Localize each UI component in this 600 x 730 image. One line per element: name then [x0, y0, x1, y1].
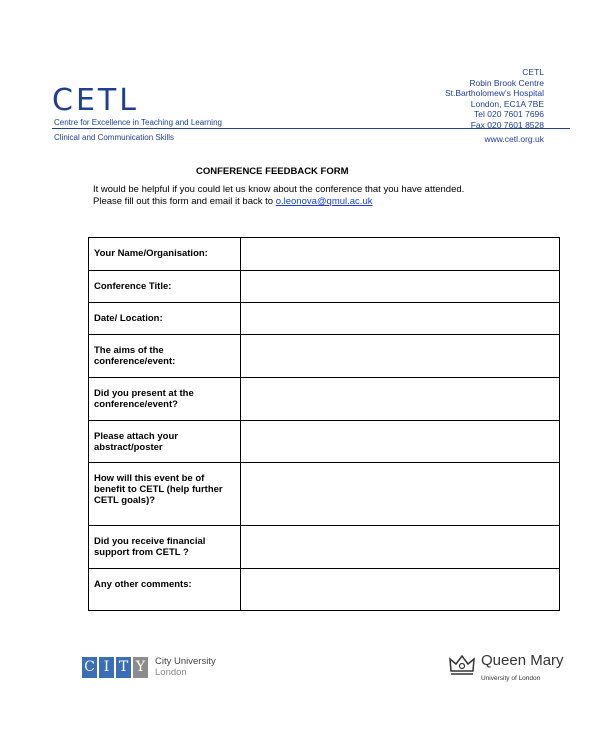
- city-sub: London: [155, 666, 187, 678]
- qm-sub: University of London: [481, 675, 541, 682]
- table-row: [89, 421, 560, 463]
- address-line: CETL: [522, 67, 544, 77]
- city-letter: Y: [133, 657, 148, 678]
- answer-field-benefit[interactable]: [240, 463, 559, 526]
- field-label: How will this event be of benefit to CETL (help further CETL goals)?: [89, 463, 241, 526]
- answer-field-aims[interactable]: [240, 335, 559, 378]
- field-label: Date/ Location:: [89, 303, 241, 335]
- field-label: Did you receive financial support from CETL ?: [89, 526, 241, 569]
- city-letter: T: [116, 657, 131, 678]
- address-block: [445, 67, 544, 130]
- table-row: [89, 335, 560, 378]
- email-link[interactable]: o.leonova@qmul.ac.uk: [275, 196, 373, 207]
- city-text: [155, 657, 216, 678]
- field-label: The aims of the conference/event:: [89, 335, 241, 378]
- city-name: City University: [155, 656, 216, 667]
- form-intro: [93, 184, 464, 208]
- logo-subtitle: Centre for Excellence in Teaching and Learning: [54, 118, 222, 127]
- answer-field-abstract[interactable]: [240, 421, 559, 463]
- intro-line-2-text: Please fill out this form and email it back to: [93, 196, 276, 207]
- table-row: [89, 238, 560, 271]
- cetl-logo: [52, 83, 139, 118]
- address-line: Robin Brook Centre: [469, 77, 544, 88]
- city-university-logo: [82, 657, 216, 678]
- table-row: [89, 569, 560, 611]
- address-line: Tel 020 7601 7696: [474, 109, 544, 119]
- field-label: Please attach your abstract/poster: [89, 421, 241, 463]
- city-letter: C: [82, 657, 97, 678]
- intro-line-2: [93, 196, 464, 208]
- address-line: St.Bartholomew’s Hospital: [444, 88, 544, 98]
- logo-wordmark: CETL: [52, 83, 139, 118]
- field-label: Conference Title:: [89, 271, 241, 303]
- field-label: Your Name/Organisation:: [89, 238, 241, 271]
- feedback-table: [88, 237, 560, 611]
- queen-mary-logo: [447, 653, 564, 682]
- website-link[interactable]: www.cetl.org.uk: [484, 134, 544, 144]
- qm-name: Queen Mary: [481, 652, 564, 669]
- intro-line-1: It would be helpful if you could let us know about the conference that you have attended.: [93, 184, 465, 195]
- answer-field-financial-support[interactable]: [240, 526, 559, 569]
- table-row: [89, 271, 560, 303]
- answer-field-date-location[interactable]: [240, 303, 559, 335]
- table-row: [89, 378, 560, 421]
- answer-field-conference-title[interactable]: [240, 271, 559, 303]
- field-label: Did you present at the conference/event?: [89, 378, 241, 421]
- crown-icon: [447, 653, 477, 677]
- table-row: [89, 303, 560, 335]
- form-title: CONFERENCE FEEDBACK FORM: [196, 166, 349, 177]
- table-row: [89, 526, 560, 569]
- city-letter: I: [99, 657, 114, 678]
- address-line: London, EC1A 7BE: [470, 98, 544, 109]
- city-letter-boxes: [82, 657, 150, 678]
- field-label: Any other comments:: [89, 569, 241, 611]
- logo-subtitle-2: Clinical and Communication Skills: [54, 133, 175, 142]
- answer-field-name[interactable]: [240, 238, 559, 271]
- table-row: [89, 463, 560, 526]
- address-line: Fax 020 7601 8528: [470, 119, 544, 130]
- answer-field-presented[interactable]: [240, 378, 559, 421]
- answer-field-comments[interactable]: [240, 569, 559, 611]
